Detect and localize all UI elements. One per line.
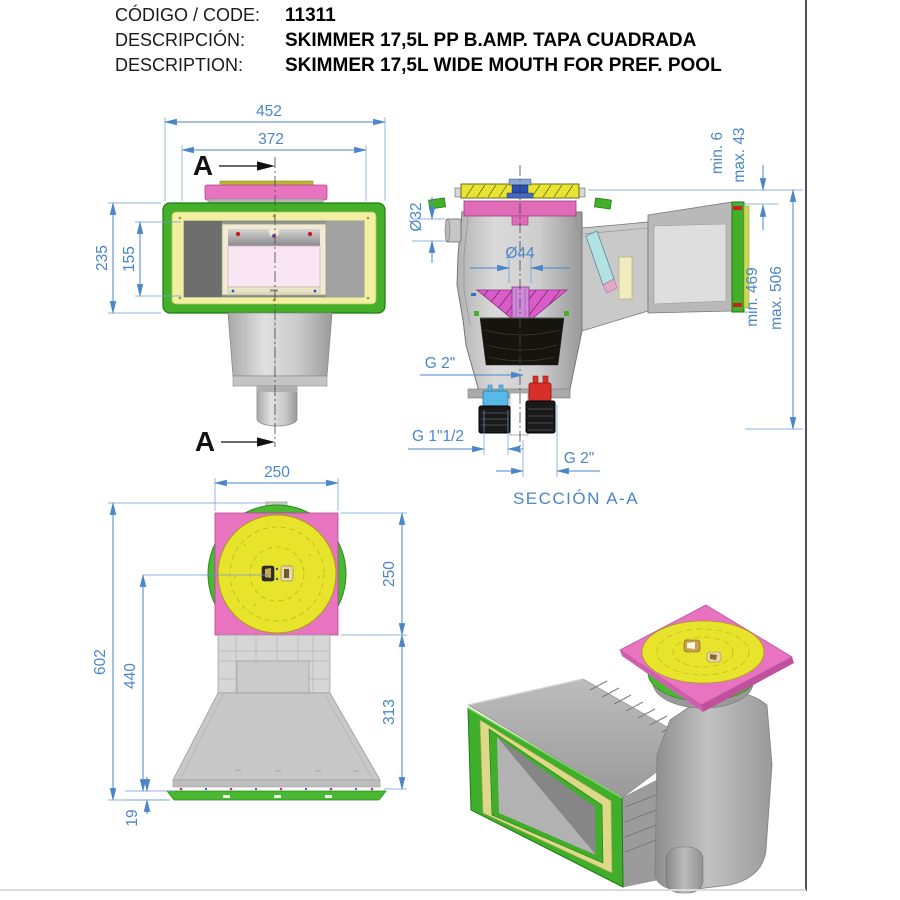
lid-plate-edge xyxy=(205,185,327,200)
svg-text:440: 440 xyxy=(122,663,139,689)
weir-door xyxy=(228,246,320,287)
svg-text:A: A xyxy=(192,150,214,181)
lid-cover-3d xyxy=(642,621,764,683)
description-es-label: DESCRIPCIÓN: xyxy=(115,30,246,50)
svg-text:G 2": G 2" xyxy=(563,450,595,467)
skimmer-front-body xyxy=(163,181,385,426)
svg-text:min. 6: min. 6 xyxy=(709,131,726,175)
svg-text:602: 602 xyxy=(92,649,109,675)
svg-text:G 2": G 2" xyxy=(424,355,456,372)
skimmer-3d-render xyxy=(468,605,794,893)
svg-text:250: 250 xyxy=(381,561,398,587)
svg-text:155: 155 xyxy=(121,246,138,272)
svg-text:452: 452 xyxy=(256,103,282,120)
svg-text:G 1"1/2: G 1"1/2 xyxy=(411,428,465,445)
svg-text:313: 313 xyxy=(381,699,398,725)
svg-text:235: 235 xyxy=(94,245,111,271)
section-marker-bottom xyxy=(195,426,275,457)
page-border-bottom xyxy=(0,889,806,891)
svg-text:250: 250 xyxy=(264,464,290,481)
gasket-screws xyxy=(180,788,374,791)
header-block xyxy=(115,3,722,78)
thread-plug-right xyxy=(526,401,555,433)
page-border-right xyxy=(805,0,807,891)
mouth-hood-plan xyxy=(173,693,380,780)
iso-3d-view xyxy=(445,555,805,900)
outlet-port-red xyxy=(529,383,551,401)
svg-text:Ø44: Ø44 xyxy=(505,245,535,262)
description-en-row xyxy=(115,53,722,78)
svg-text:Ø32: Ø32 xyxy=(408,202,425,232)
mouth-gasket-green xyxy=(732,202,744,312)
body-neck xyxy=(228,313,332,376)
bottom-pipe xyxy=(666,847,703,893)
section-title: SECCIÓN A-A xyxy=(512,489,640,508)
frame-clip-left xyxy=(429,198,446,209)
drain-outline xyxy=(510,393,528,435)
lid-cover-yellow xyxy=(218,515,336,633)
body-side xyxy=(622,780,657,887)
top-view-drawing xyxy=(85,455,420,850)
frame-clip-right xyxy=(594,198,611,209)
svg-text:max. 43: max. 43 xyxy=(731,127,748,183)
description-en-label: DESCRIPTION: xyxy=(115,55,244,75)
dimension-602 xyxy=(92,503,170,800)
code-row xyxy=(115,3,722,28)
code-value: 11311 xyxy=(285,5,336,26)
svg-text:min. 469: min. 469 xyxy=(744,267,761,327)
dimension-440 xyxy=(122,575,175,791)
svg-text:19: 19 xyxy=(124,809,141,827)
dimension-height-minmax xyxy=(744,190,803,429)
dimension-19 xyxy=(124,777,169,827)
skimmer-section-body xyxy=(429,179,749,435)
section-marker-top xyxy=(193,150,275,181)
description-es-value: SKIMMER 17,5L PP B.AMP. TAPA CUADRADA xyxy=(285,30,697,51)
svg-text:A: A xyxy=(194,426,216,457)
code-label: CÓDIGO / CODE: xyxy=(115,5,261,25)
front-view-drawing xyxy=(85,95,425,475)
description-en-value: SKIMMER 17,5L WIDE MOUTH FOR PREF. POOL xyxy=(285,55,722,76)
svg-text:max. 506: max. 506 xyxy=(768,266,785,330)
dimension-313 xyxy=(381,635,407,789)
description-es-row xyxy=(115,28,722,53)
inlet-port-blue xyxy=(483,391,508,406)
skimmer-plan-body xyxy=(167,502,386,800)
section-view-drawing xyxy=(400,105,810,525)
dimension-250-right xyxy=(341,513,407,635)
svg-text:372: 372 xyxy=(258,131,284,148)
